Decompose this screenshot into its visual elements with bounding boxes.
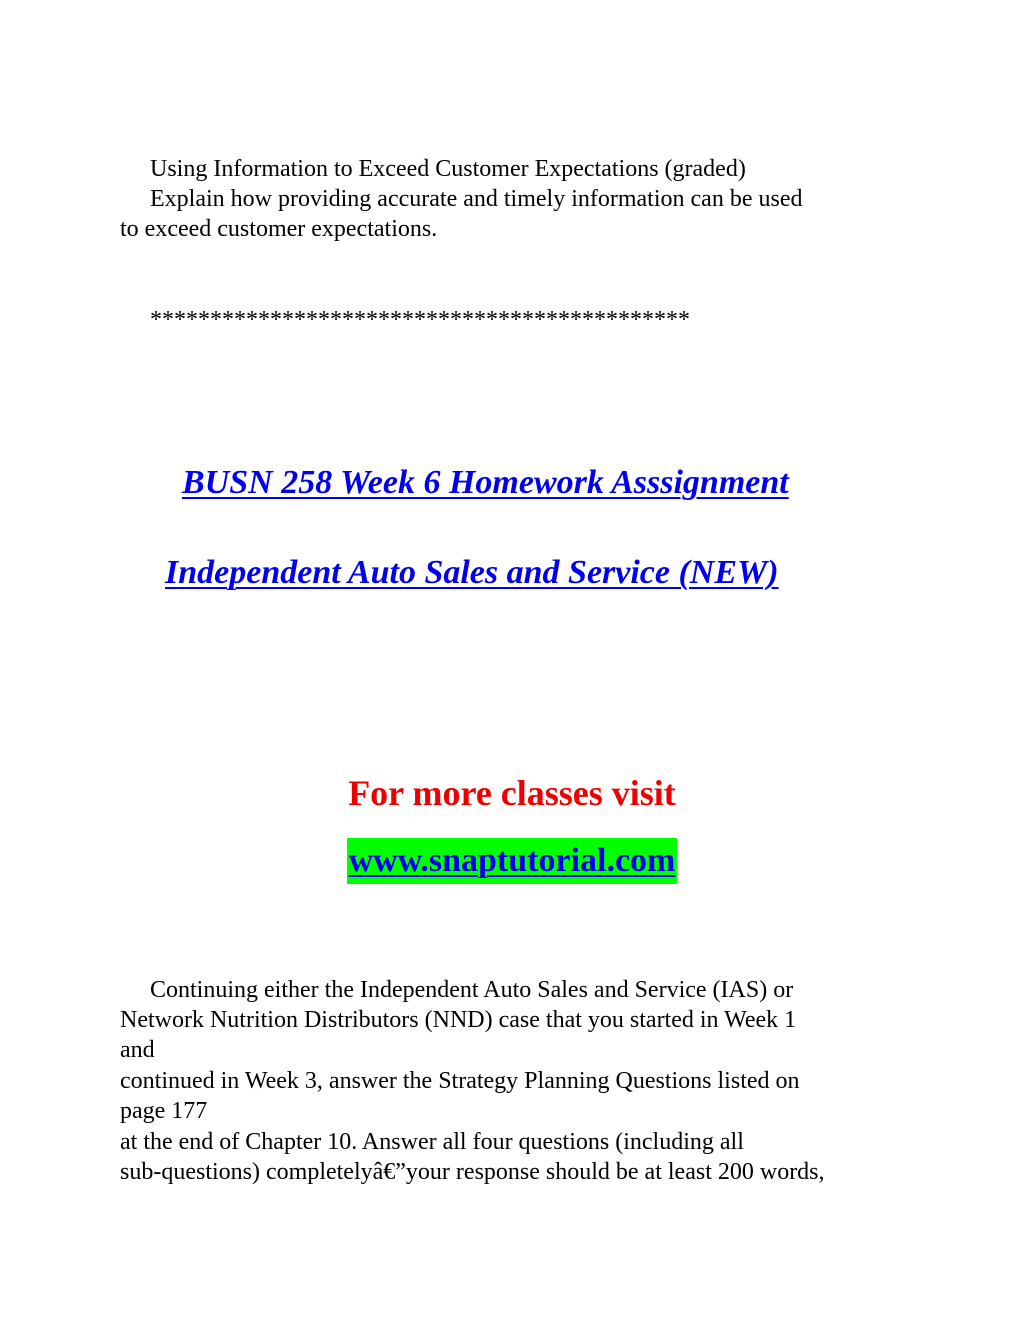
course-title-link[interactable]: BUSN 258 Week 6 Homework Asssignment	[182, 464, 789, 501]
body-line-5: page 177	[120, 1098, 208, 1124]
body-line-3: and	[120, 1037, 155, 1063]
body-line-2: Network Nutrition Distributors (NND) case that you started in Week 1	[120, 1007, 797, 1033]
body-line-4: continued in Week 3, answer the Strategy Planning Questions listed on	[120, 1068, 800, 1094]
case-title-link[interactable]: Independent Auto Sales and Service (NEW)	[165, 554, 779, 591]
promo-text: For more classes visit	[348, 773, 676, 813]
body-line-7: sub-questions) completelyâ€”your response should be at least 200 words,	[120, 1159, 825, 1185]
intro-line-1: Using Information to Exceed Customer Expectations (graded)	[150, 156, 746, 182]
separator: *********************************************	[150, 307, 690, 333]
body-line-1: Continuing either the Independent Auto Sales and Service (IAS) or	[150, 977, 794, 1003]
site-link[interactable]: www.snaptutorial.com	[347, 838, 678, 884]
site-link-wrapper	[0, 838, 1024, 884]
intro-line-3: to exceed customer expectations.	[120, 216, 438, 242]
body-line-6: at the end of Chapter 10. Answer all four questions (including all	[120, 1129, 744, 1155]
intro-line-2: Explain how providing accurate and timely information can be used	[150, 186, 803, 212]
